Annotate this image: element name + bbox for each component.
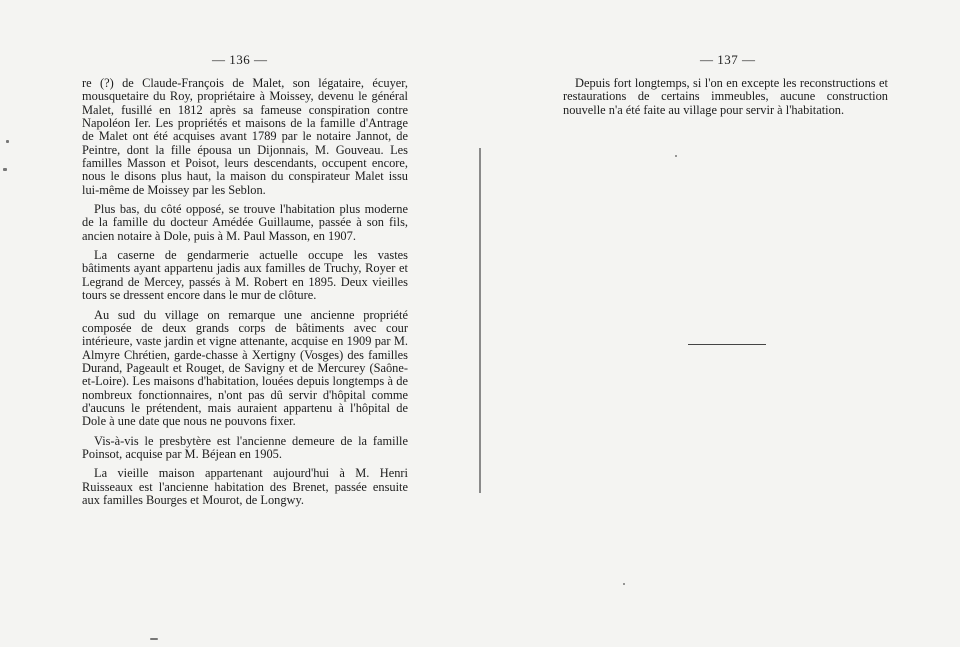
left-page-body	[82, 77, 408, 513]
paragraph: Plus bas, du côté opposé, se trouve l'habitation plus moderne de la famille du docteur Amédée Guillaume, passée à son fils, ancien notaire à Dole, puis à M. Paul Masson, en 1907.	[82, 202, 408, 243]
paragraph: Vis-à-vis le presbytère est l'ancienne demeure de la famille Poinsot, acquise par M. Béjean en 1905.	[82, 433, 408, 461]
paragraph: La vieille maison appartenant aujourd'hui à M. Henri Ruisseaux est l'ancienne habitation des Brenet, passée ensuite aux familles Bourges et Mourot, de Longwy.	[82, 466, 408, 507]
right-page	[480, 0, 960, 647]
paragraph: Depuis fort longtemps, si l'on en excepte les reconstructions et restaurations de certains immeubles, aucune construction nouvelle n'a été faite au village pour servir à l'habitation.	[563, 76, 888, 117]
scan-speck	[150, 638, 158, 640]
scan-speck	[623, 583, 625, 585]
paragraph: Au sud du village on remarque une ancienne propriété composée de deux grands corps de bâtiments avec cour intérieure, vaste jardin et vigne attenante, acquise en 1909 par M. Almyre Chrétien, garde-chasse à Xertigny (Vosges) des familles Durand, Pageault et Rouget, de Savigny et de Mercurey (Saône-et-Loire). Les maisons d'habitation, louées depuis longtemps à de nombreux fonctionnaires, n'ont pas dû servir d'hôpital comme d'aucuns le prétendent, mais auraient appartenu à l'hôpital de Dole à une date que nous ne pouvons fixer.	[82, 307, 408, 429]
scan-speck	[3, 168, 7, 171]
scan-speck	[675, 155, 677, 157]
scan-speck	[6, 140, 9, 143]
end-rule	[688, 344, 766, 345]
right-page-body	[563, 77, 888, 123]
page-number-right: — 137 —	[700, 52, 756, 67]
paragraph: re (?) de Claude-François de Malet, son légataire, écuyer, mousquetaire du Roy, propriétaire à Moissey, devenu le général Malet, fusillé en 1812 après sa fameuse conspiration contre Napoléon Ier. Les propriétés et maisons de la famille d'Antrage de Malet ont été acquises avant 1789 par le notaire Jannot, de Peintre, dont la fille épousa un Dijonnais, M. Gouveau. Les familles Masson et Poisot, leurs descendants, occupent encore, nous le disons plus haut, la maison du conspirateur Malet issu lui-même de Moissey par les Seblon.	[82, 76, 408, 197]
page-number-left: — 136 —	[212, 52, 268, 67]
paragraph: La caserne de gendarmerie actuelle occupe les vastes bâtiments ayant appartenu jadis aux familles de Truchy, Royer et Legrand de Mercey, passés à M. Robert en 1895. Deux vieilles tours se dressent encore dans le mur de clôture.	[82, 248, 408, 303]
